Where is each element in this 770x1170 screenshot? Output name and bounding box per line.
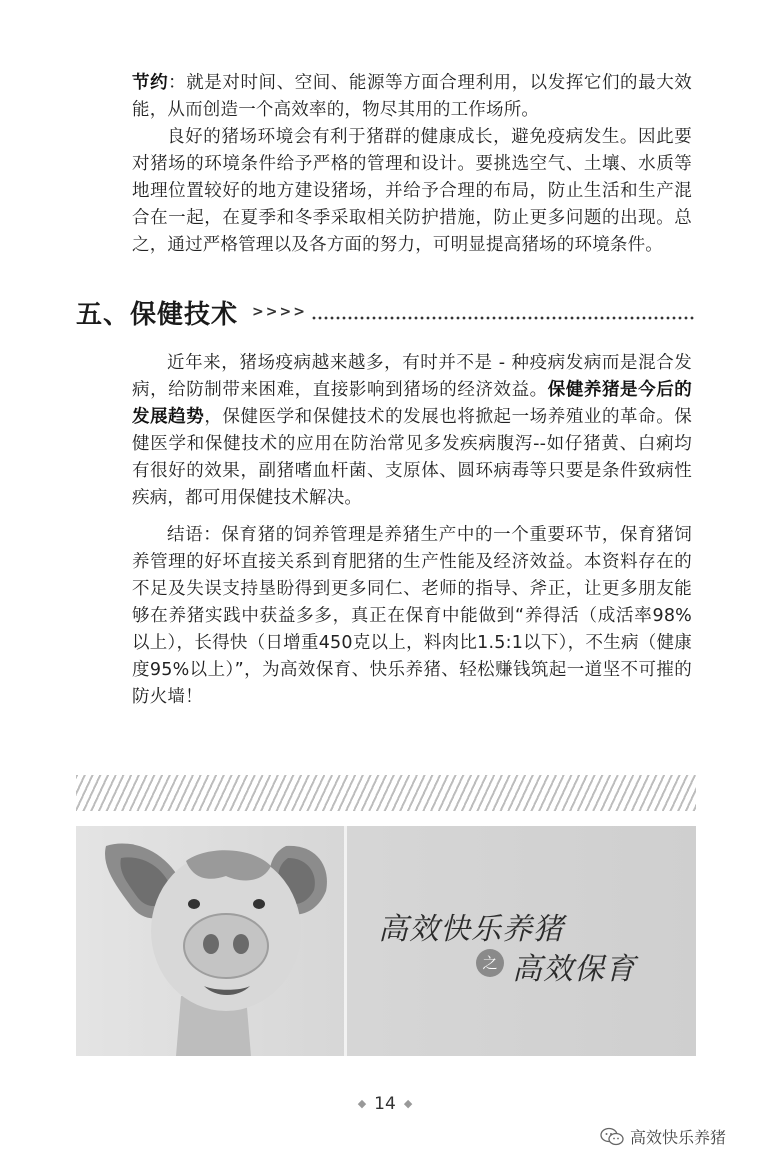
dotted-leader (311, 316, 696, 320)
paragraph-thrift (132, 70, 692, 124)
wechat-icon (600, 1127, 624, 1147)
banner-connector: 之 (476, 949, 504, 977)
health-tech-part1: 近年来，猪场疫病越来越多，有时并不是 - 种疫病发病而是混合发病，给防制带来困难，直接影响到猪场的经济效益。 (132, 353, 692, 400)
banner-slogan-line1: 高效快乐养猪 (378, 912, 564, 947)
paragraph-conclusion: 结语：保育猪的饲养管理是养猪生产中的一个重要环节，保育猪饲养管理的好坏直接关系到育肥猪的生产性能及经济效益。本资料存在的不足及失误支持垦盼得到更多同仁、老师的指导、斧正，让更多朋友能够在养猪实践中获益多多，真正在保育中能做到“养得活（成活率98%以上），长得快（日增重450克以上，料肉比1.5:1以下），不生病（健康度95%以上）”，为高效保育、快乐养猪、轻松赚钱筑起一道坚不可摧的防火墙！ (132, 525, 692, 707)
health-tech-part2: ，保健医学和保健技术的发展也将掀起一场养殖业的革命。保健医学和保健技术的应用在防治常见多发疾病腹泻--如仔猪黄、白痢均有很好的效果，副猪嗜血杆菌、支原体、圆环病毒等只要是条件致病性疾病，都可用保健技术解决。 (132, 407, 692, 508)
health-tech-highlight: 保健养猪是今后的发展趋势 (132, 380, 692, 427)
banner-slogan-line2: 高效保育 (512, 952, 636, 987)
piglet-image (76, 826, 346, 1056)
term-thrift: 节约 (132, 73, 169, 93)
paragraph-health-tech (132, 350, 692, 512)
section-title: 五、保健技术 (76, 299, 239, 330)
diamond-icon: ◆ (403, 1097, 413, 1110)
watermark (600, 1125, 726, 1148)
watermark-text: 高效快乐养猪 (630, 1128, 727, 1147)
page-number (0, 1094, 770, 1114)
hatch-divider (76, 775, 696, 811)
thrift-definition: ：就是对时间、空间、能源等方面合理利用，以发挥它们的最大效能，从而创造一个高效率的，物尽其用的工作场所。 (132, 73, 692, 120)
banner (76, 826, 696, 1056)
page-number-value: 14 (374, 1094, 396, 1114)
section-heading (76, 292, 696, 332)
diamond-icon: ◆ (357, 1097, 367, 1110)
paragraph-environment: 良好的猪场环境会有利于猪群的健康成长，避免疫病发生。因此要对猪场的环境条件给予严格的管理和设计。要挑选空气、土壤、水质等地理位置较好的地方建设猪场，并给予合理的布局，防止生活和生产混合在一起，在夏季和冬季采取相关防护措施，防止更多问题的出现。总之，通过严格管理以及各方面的努力，可明显提高猪场的环境条件。 (132, 127, 692, 255)
banner-divider (344, 826, 347, 1056)
section-arrows: >>>> (252, 304, 307, 320)
